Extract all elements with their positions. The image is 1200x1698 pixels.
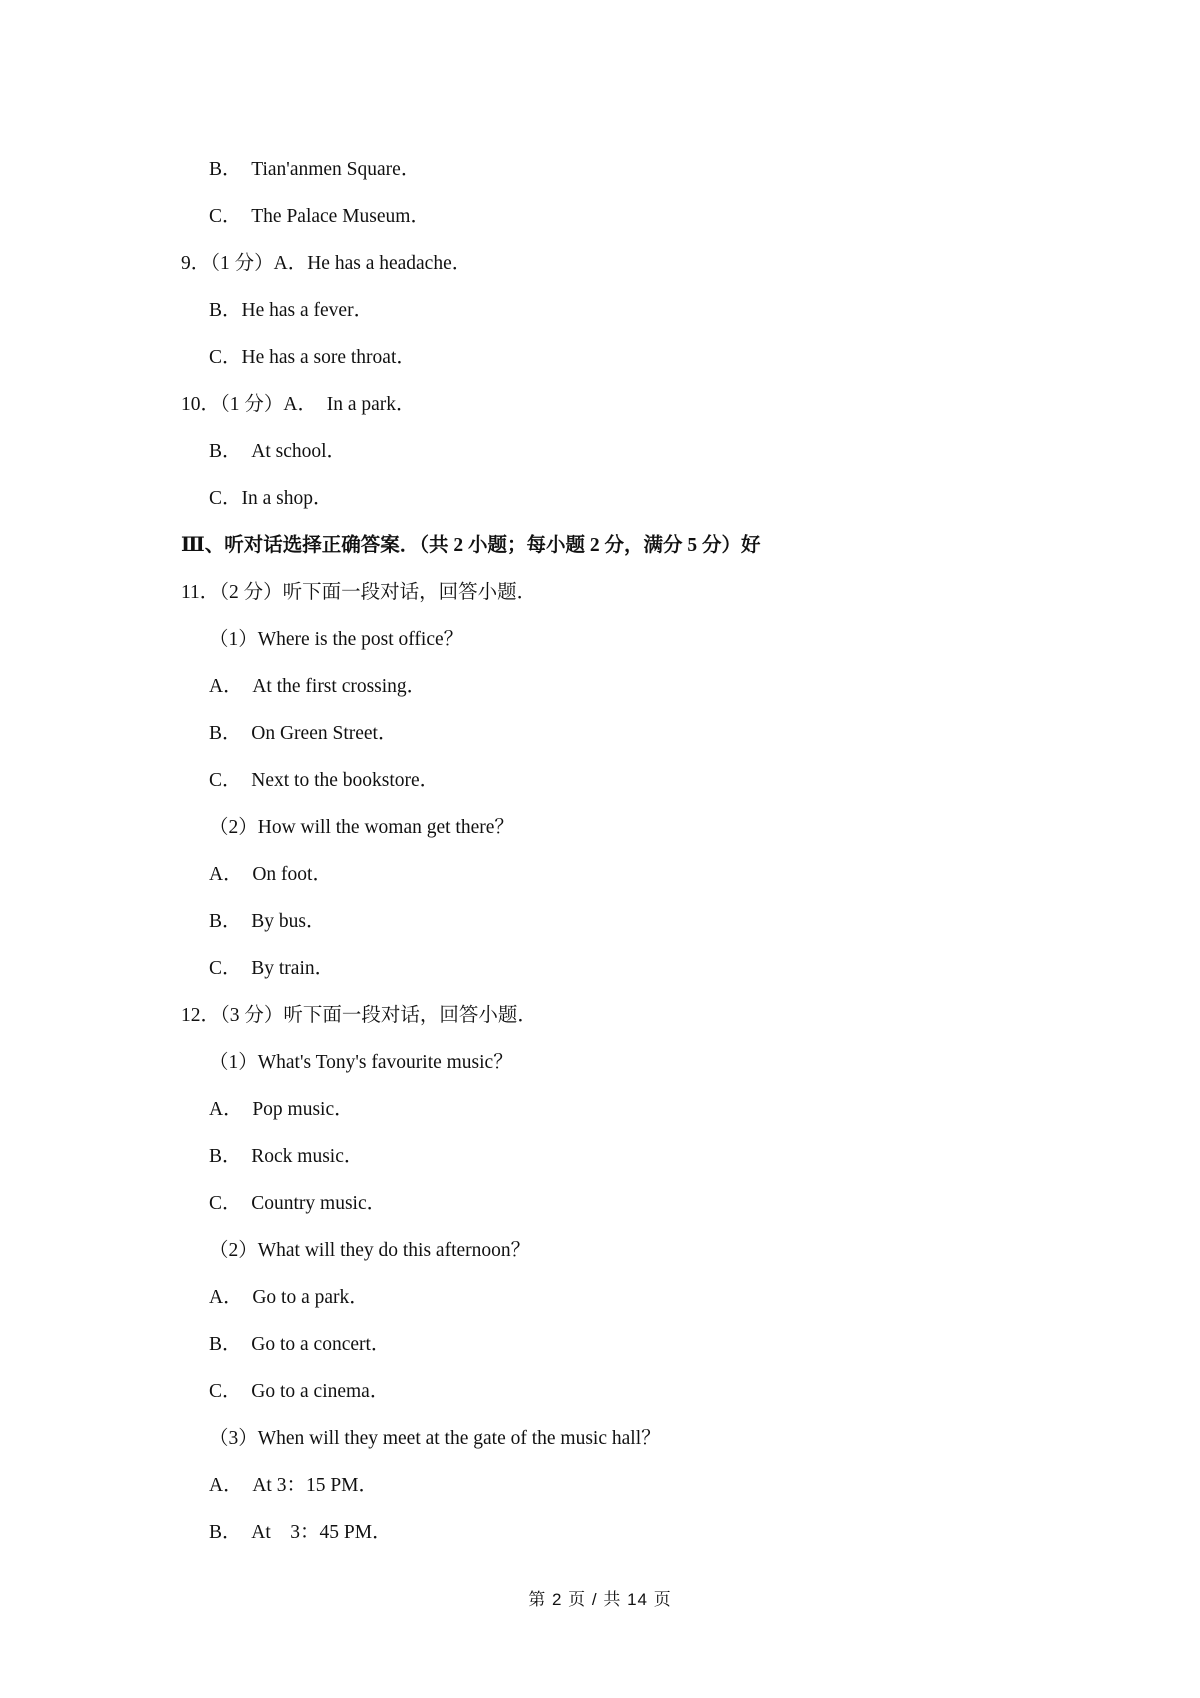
question-line: 10．（1 分）A． In a park． xyxy=(181,394,416,415)
option-line: A． On foot． xyxy=(209,864,332,885)
option-line: C． Next to the bookstore． xyxy=(209,770,440,791)
option-line: C． By train． xyxy=(209,958,335,979)
option-line: B． At school． xyxy=(209,441,347,462)
option-line: C． Go to a cinema． xyxy=(209,1381,390,1402)
option-line: B． Rock music． xyxy=(209,1146,364,1167)
option-line: B． Go to a concert． xyxy=(209,1334,391,1355)
option-line: B． Tian'anmen Square． xyxy=(209,159,421,180)
option-line: A． Pop music． xyxy=(209,1099,354,1120)
option-line: B． By bus． xyxy=(209,911,326,932)
sub-question-line: （1）Where is the post office？ xyxy=(209,629,464,650)
option-line: A． At the first crossing． xyxy=(209,676,427,697)
sub-question-line: （2）What will they do this afternoon？ xyxy=(209,1240,531,1261)
option-line: C． Country music． xyxy=(209,1193,387,1214)
question-line: 9．（1 分）A．He has a headache． xyxy=(181,253,472,274)
option-line: C．He has a sore throat． xyxy=(209,347,416,368)
question-line: 11．（2 分）听下面一段对话，回答小题． xyxy=(181,582,537,603)
option-line: B． At 3：45 PM． xyxy=(209,1522,392,1543)
question-line: 12．（3 分）听下面一段对话，回答小题． xyxy=(181,1005,537,1026)
page-footer: 第 2 页 / 共 14 页 xyxy=(528,1590,672,1609)
sub-question-line: （3）When will they meet at the gate of the music hall？ xyxy=(209,1428,661,1449)
option-line: C． The Palace Museum． xyxy=(209,206,430,227)
sub-question-line: （2）How will the woman get there？ xyxy=(209,817,514,838)
option-line: B．He has a fever． xyxy=(209,300,374,321)
section-heading: Ⅲ、听对话选择正确答案．（共 2 小题；每小题 2 分，满分 5 分）好 xyxy=(181,535,761,556)
option-line: B． On Green Street． xyxy=(209,723,398,744)
option-line: C．In a shop． xyxy=(209,488,333,509)
sub-question-line: （1）What's Tony's favourite music？ xyxy=(209,1052,513,1073)
option-line: A． At 3：15 PM． xyxy=(209,1475,379,1496)
option-line: A． Go to a park． xyxy=(209,1287,369,1308)
